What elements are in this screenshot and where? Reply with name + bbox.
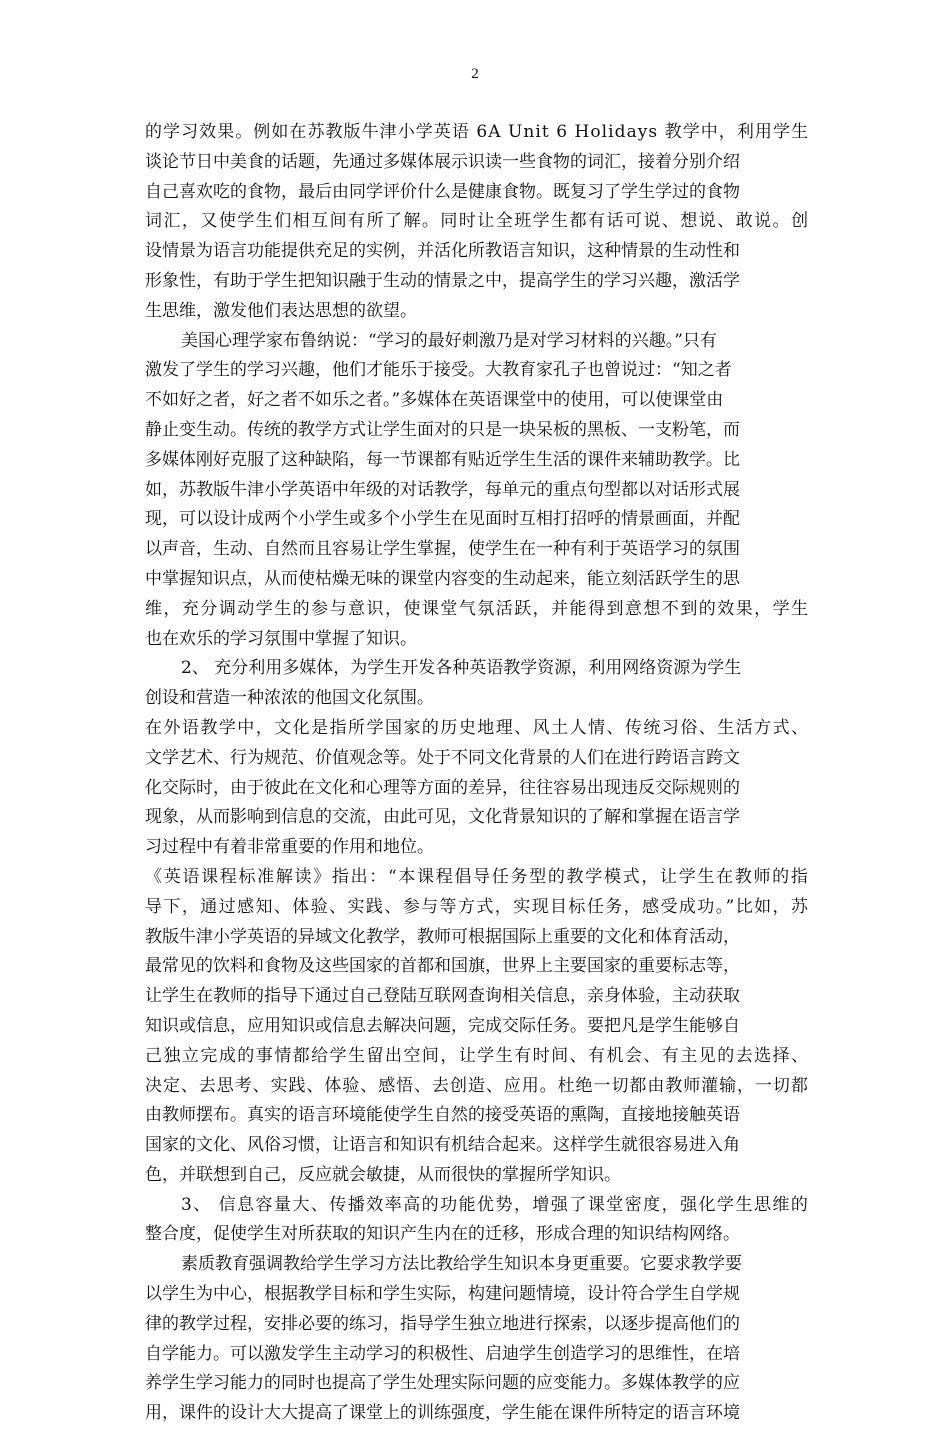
text-line: 自己喜欢吃的食物，最后由同学评价什么是健康食物。既复习了学生学过的食物: [145, 181, 740, 202]
text-line: 静止变生动。传统的教学方式让学生面对的只是一块呆板的黑板、一支粉笔，而: [145, 419, 740, 440]
text-line: 自学能力。可以激发学生主动学习的积极性、启迪学生创造学习的思维性，在培: [145, 1343, 740, 1364]
text-line: 美国心理学家布鲁纳说：“学习的最好刺激乃是对学习材料的兴趣。”只有: [181, 330, 717, 351]
text-line: 生思维，激发他们表达思想的欲望。: [145, 300, 417, 321]
text-line: 用，课件的设计大大提高了课堂上的训练强度，学生能在课件所特定的语言环境: [145, 1403, 740, 1424]
text-line: 设情景为语言功能提供充足的实例，并活化所教语言知识，这种情景的生动性和: [145, 241, 740, 262]
text-line: 创设和营造一种浓浓的他国文化氛围。: [145, 688, 434, 709]
text-line: 现象，从而影响到信息的交流，由此可见，文化背景知识的了解和掌握在语言学: [145, 807, 740, 828]
text-line: 素质教育强调教给学生学习方法比教给学生知识本身更重要。它要求教学要: [181, 1254, 742, 1275]
text-line: 多媒体刚好克服了这种缺陷，每一节课都有贴近学生生活的课件来辅助教学。比: [145, 449, 740, 470]
text-line: 形象性，有助于学生把知识融于生动的情景之中，提高学生的学习兴趣，激活学: [145, 270, 740, 291]
text-line: 色，并联想到自己，反应就会敏捷，从而很快的掌握所学知识。: [145, 1164, 621, 1185]
text-line: 导下，通过感知、体验、实践、参与等方式，实现目标任务，感受成功。”比如，苏: [145, 896, 810, 917]
text-line: 国家的文化、风俗习惯，让语言和知识有机结合起来。这样学生就很容易进入角: [145, 1135, 740, 1156]
text-line: 知识或信息，应用知识或信息去解决问题，完成交际任务。要把凡是学生能够自: [145, 1015, 740, 1036]
text-line: 整合度，促使学生对所获取的知识产生内在的迁移，形成合理的知识结构网络。: [145, 1224, 740, 1245]
text-line: 如，苏教版牛津小学英语中年级的对话教学，每单元的重点句型都以对话形式展: [145, 479, 740, 500]
text-line: 以声音，生动、自然而且容易让学生掌握，使学生在一种有利于英语学习的氛围: [145, 539, 740, 560]
text-line: 《英语课程标准解读》指出：“本课程倡导任务型的教学模式，让学生在教师的指: [145, 866, 810, 887]
text-line: 律的教学过程，安排必要的练习，指导学生独立地进行探索，以逐步提高他们的: [145, 1313, 740, 1334]
body-text: [145, 118, 808, 1429]
text-line: 习过程中有着非常重要的作用和地位。: [145, 837, 434, 858]
text-line: 让学生在教师的指导下通过自己登陆互联网查询相关信息，亲身体验，主动获取: [145, 986, 740, 1007]
text-line: 的学习效果。例如在苏教版牛津小学英语 6A Unit 6 Holidays 教学中，利用学生: [145, 122, 810, 142]
text-line: 维，充分调动学生的参与意识，使课堂气氛活跃，并能得到意想不到的效果，学生: [145, 598, 810, 619]
text-line: 在外语教学中，文化是指所学国家的历史地理、风土人情、传统习俗、生活方式、: [145, 717, 810, 738]
text-line: 2、 充分利用多媒体，为学生开发各种英语教学资源，利用网络资源为学生: [181, 658, 742, 679]
text-line: 激发了学生的学习兴趣，他们才能乐于接受。大教育家孔子也曾说过：“知之者: [145, 360, 732, 381]
text-line: 谈论节日中美食的话题，先通过多媒体展示识读一些食物的词汇，接着分别介绍: [145, 151, 740, 172]
text-line: 以学生为中心，根据教学目标和学生实际，构建问题情境，设计符合学生自学规: [145, 1284, 740, 1305]
page-number: 2: [471, 66, 479, 82]
text-line: 词汇，又使学生们相互间有所了解。同时让全班学生都有话可说、想说、敢说。创: [145, 211, 810, 232]
text-line: 文学艺术、行为规范、价值观念等。处于不同文化背景的人们在进行跨语言跨文: [145, 747, 740, 768]
text-line: 教版牛津小学英语的异域文化教学，教师可根据国际上重要的文化和体育活动，: [145, 926, 740, 947]
text-line: 也在欢乐的学习氛围中掌握了知识。: [145, 628, 417, 649]
text-line: 不如好之者，好之者不如乐之者。”多媒体在英语课堂中的使用，可以使课堂由: [145, 390, 724, 411]
text-line: 由教师摆布。真实的语言环境能使学生自然的接受英语的熏陶，直接地接触英语: [145, 1105, 740, 1126]
text-line: 最常见的饮料和食物及这些国家的首都和国旗，世界上主要国家的重要标志等，: [145, 956, 740, 977]
text-line: 决定、去思考、实践、体验、感悟、去创造、应用。杜绝一切都由教师灌输，一切都: [145, 1075, 809, 1096]
text-line: 中掌握知识点，从而使枯燥无味的课堂内容变的生动起来，能立刻活跃学生的思: [145, 568, 740, 589]
text-line: 化交际时，由于彼此在文化和心理等方面的差异，往往容易出现违反交际规则的: [145, 777, 740, 798]
text-line: 养学生学习能力的同时也提高了学生处理实际问题的应变能力。多媒体教学的应: [145, 1373, 740, 1394]
text-line: 现，可以设计成两个小学生或多个小学生在见面时互相打招呼的情景画面，并配: [145, 509, 740, 530]
text-line: 3、 信息容量大、传播效率高的功能优势，增强了课堂密度，强化学生思维的: [181, 1194, 810, 1215]
text-line: 己独立完成的事情都给学生留出空间，让学生有时间、有机会、有主见的去选择、: [145, 1045, 810, 1066]
